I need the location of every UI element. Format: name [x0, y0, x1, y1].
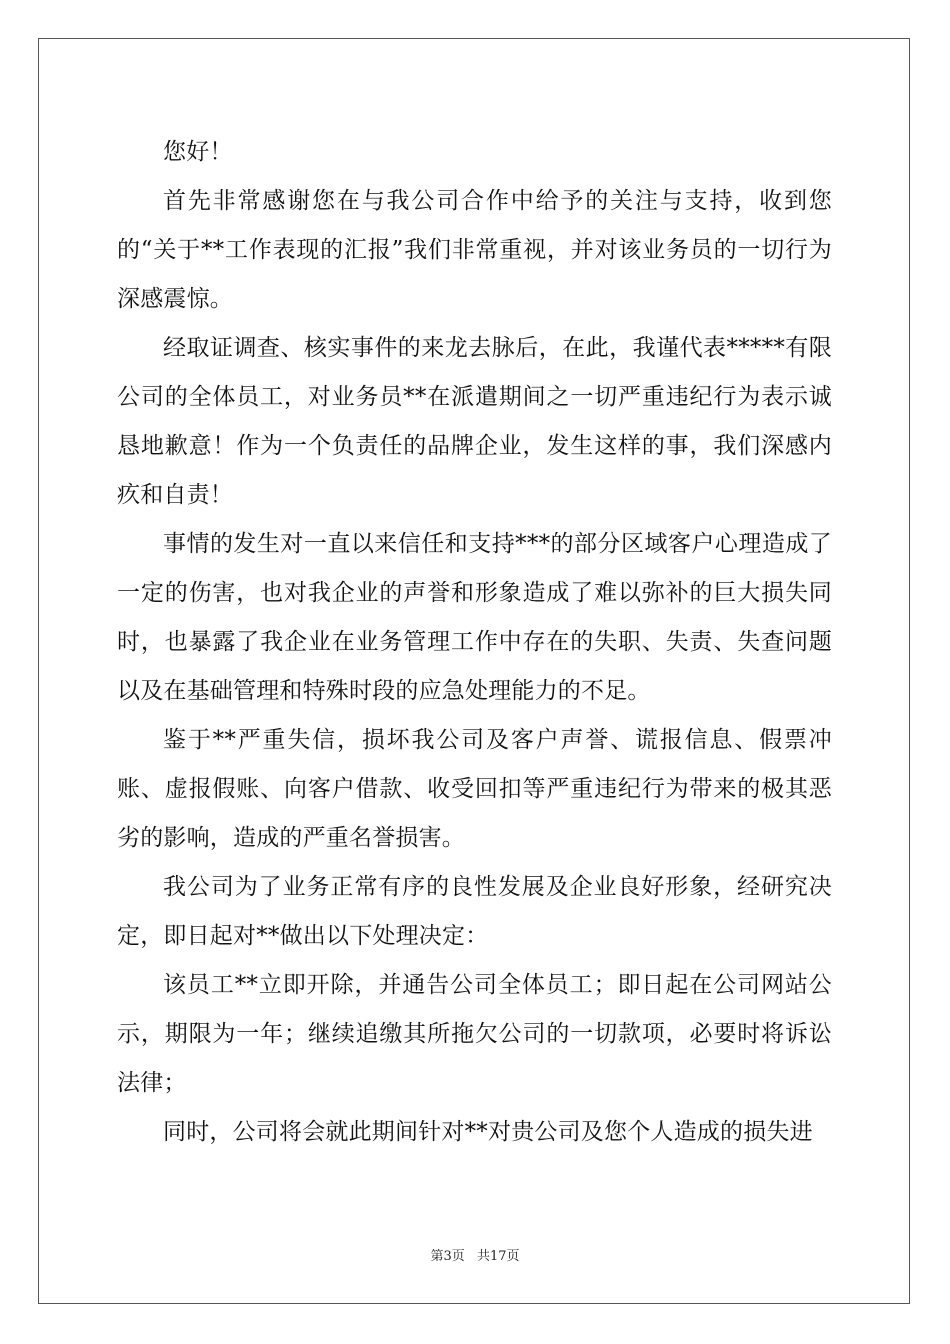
paragraph-5: 我公司为了业务正常有序的良性发展及企业良好形象，经研究决定，即日起对**做出以下处理决定： — [117, 874, 832, 949]
paragraph-6: 该员工**立即开除，并通告公司全体员工；即日起在公司网站公示，期限为一年；继续追缴其所拖欠公司的一切款项，必要时将诉讼法律； — [117, 972, 832, 1096]
paragraph-3: 事情的发生对一直以来信任和支持***的部分区域客户心理造成了一定的伤害，也对我企业的声誉和形象造成了难以弥补的巨大损失同时，也暴露了我企业在业务管理工作中存在的失职、失责、失查问题以及在基础管理和特殊时段的应急处理能力的不足。 — [117, 531, 832, 704]
page-footer — [0, 1245, 950, 1264]
paragraph-2: 经取证调查、核实事件的来龙去脉后，在此，我谨代表*****有限公司的全体员工，对业务员**在派遣期间之一切严重违纪行为表示诚恳地歉意！作为一个负责任的品牌企业，发生这样的事，我们深感内疚和自责！ — [117, 335, 832, 508]
paragraph-greeting: 您好！ — [163, 139, 233, 165]
paragraph-7: 同时，公司将会就此期间针对**对贵公司及您个人造成的损失进 — [163, 1119, 813, 1145]
document-body — [117, 128, 832, 1157]
page-total: 共17页 — [476, 1249, 520, 1264]
paragraph-1: 首先非常感谢您在与我公司合作中给予的关注与支持，收到您的“关于**工作表现的汇报”我们非常重视，并对该业务员的一切行为深感震惊。 — [117, 188, 832, 312]
page-number: 第3页 — [430, 1249, 465, 1264]
paragraph-4: 鉴于**严重失信，损坏我公司及客户声誉、谎报信息、假票冲账、虚报假账、向客户借款、收受回扣等严重违纪行为带来的极其恶劣的影响，造成的严重名誉损害。 — [117, 727, 832, 851]
